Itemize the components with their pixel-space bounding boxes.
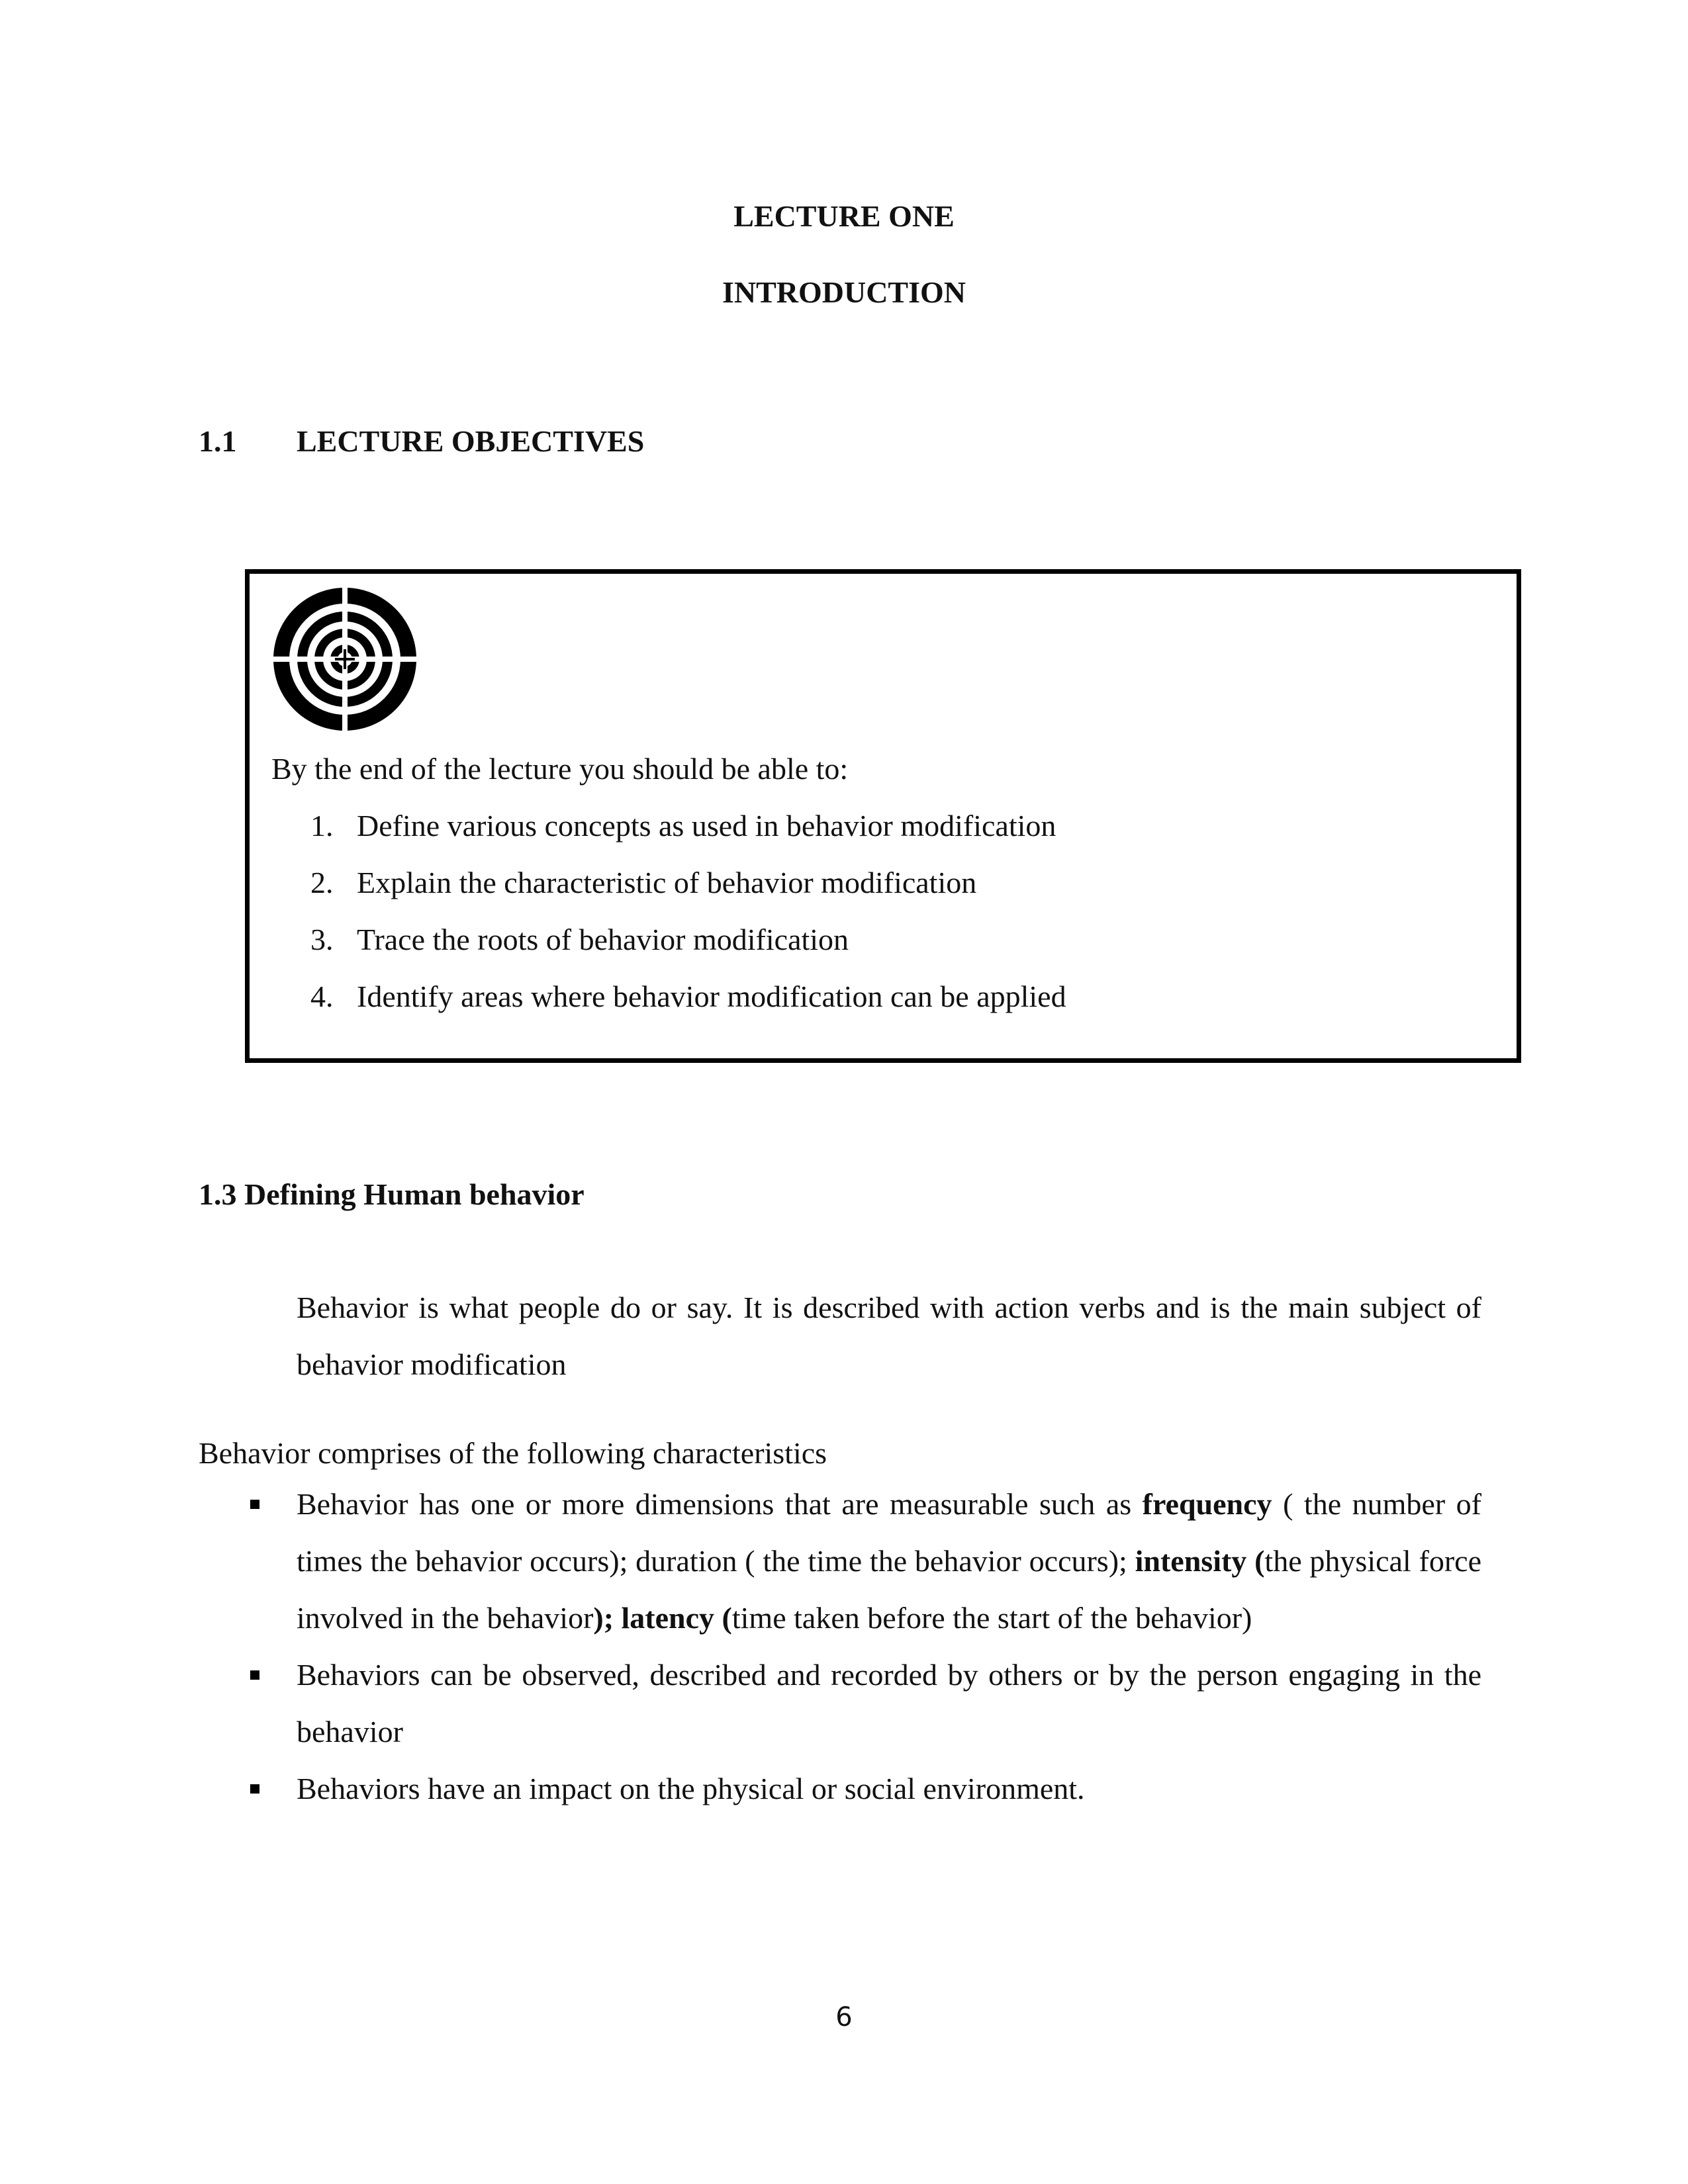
list-item: [250, 1647, 1481, 1760]
bullet-text: Behavior has one or more dimensions that are measurable such as: [297, 1487, 1143, 1521]
term-frequency: frequency: [1142, 1487, 1272, 1521]
objectives-list: [310, 808, 1066, 1036]
section-heading: 1.3 Defining Human behavior: [199, 1177, 585, 1211]
bullet-icon: [250, 1784, 259, 1794]
list-item: [310, 808, 1066, 865]
bullet-text: ( the number of times the behavior occurs); duration ( the time the behavior occurs);: [297, 1487, 1481, 1578]
objectives-box: [245, 569, 1521, 1063]
list-item: [310, 979, 1066, 1036]
bullet-text: Behaviors can be observed, described and recorded by others or by the person engaging in the behavior: [297, 1658, 1481, 1749]
bullet-icon: [250, 1500, 259, 1509]
lecture-title: LECTURE ONE: [733, 199, 955, 233]
item-text: Trace the roots of behavior modification: [357, 923, 849, 956]
term-latency: latency: [621, 1601, 715, 1635]
item-text: Identify areas where behavior modification can be applied: [357, 979, 1066, 1013]
bullet-text: Behaviors have an impact on the physical or social environment.: [297, 1772, 1085, 1805]
bold-paren: (: [1246, 1544, 1265, 1578]
item-number: 4.: [310, 979, 334, 1013]
item-number: 3.: [310, 923, 334, 956]
list-item: [310, 922, 1066, 979]
bullet-icon: [250, 1670, 259, 1680]
bold-paren: (: [714, 1601, 732, 1635]
list-item: [310, 865, 1066, 922]
term-intensity: intensity: [1135, 1544, 1247, 1578]
bullet-text: the physical force involved in the behavior: [297, 1544, 1481, 1635]
lecture-subtitle: INTRODUCTION: [722, 275, 966, 309]
characteristics-lead: Behavior comprises of the following characteristics: [199, 1436, 827, 1470]
characteristics-list: [250, 1476, 1481, 1817]
item-text: Explain the characteristic of behavior modification: [357, 866, 977, 899]
item-number: 1.: [310, 809, 334, 842]
page-number: 6: [835, 2002, 853, 2032]
item-number: 2.: [310, 866, 334, 899]
list-item: [250, 1760, 1481, 1817]
item-text: Define various concepts as used in behavior modification: [357, 809, 1056, 842]
objectives-intro: By the end of the lecture you should be able to:: [271, 752, 849, 786]
list-item: [250, 1476, 1481, 1647]
section-title: LECTURE OBJECTIVES: [297, 424, 645, 458]
bold-separator: );: [593, 1601, 622, 1635]
bullet-text: time taken before the start of the behavior): [731, 1601, 1252, 1635]
definition-paragraph: Behavior is what people do or say. It is described with action verbs and is the main subject of behavior modification: [297, 1291, 1481, 1381]
section-number: 1.1: [199, 424, 237, 458]
target-icon: [271, 586, 418, 733]
